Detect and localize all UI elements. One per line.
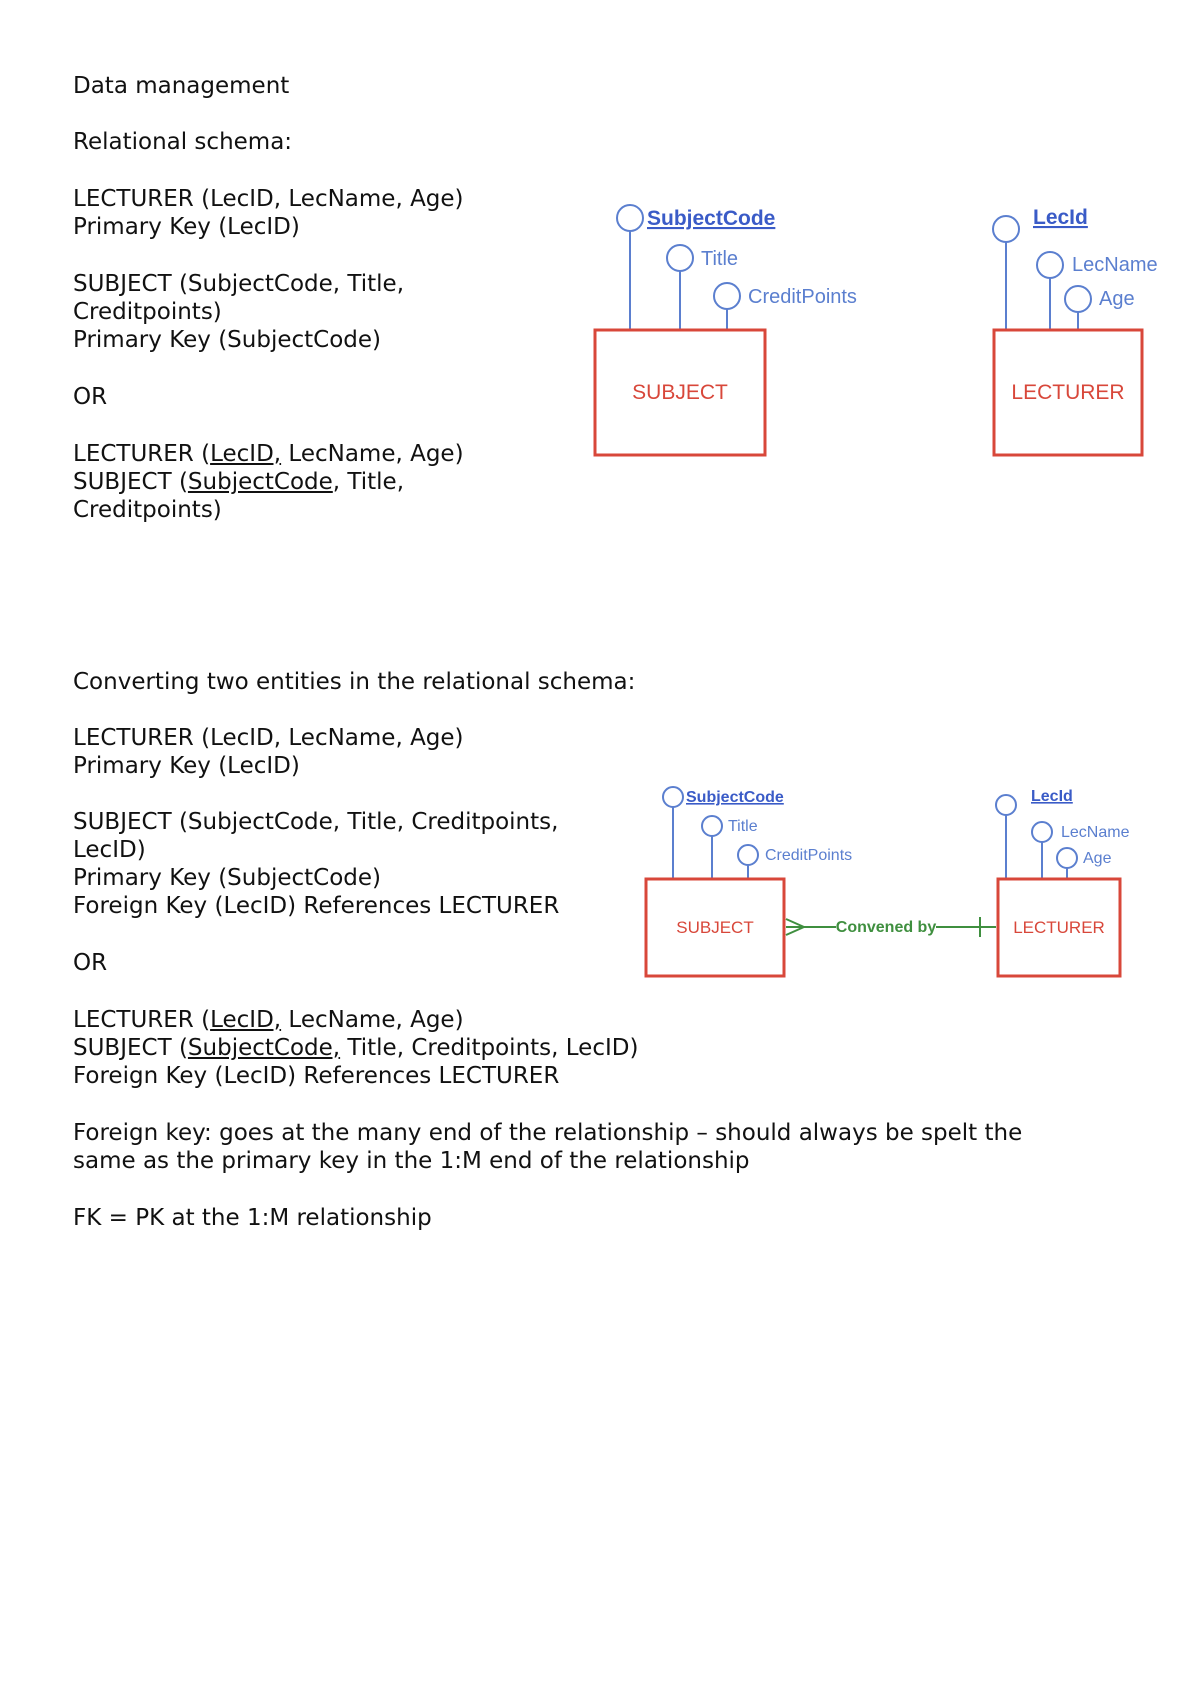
alt-subject-key-2: SubjectCode,: [187, 1035, 341, 1061]
lecturer-primary-key-2: Primary Key (LecID): [73, 753, 300, 779]
lecturer-schema-2: LECTURER (LecID, LecName, Age): [73, 725, 464, 751]
subject-schema-line1: SUBJECT (SubjectCode, Title,: [73, 271, 405, 297]
er-diagram-entities: [580, 195, 1200, 470]
subject-key-attr-2: SubjectCode: [686, 789, 784, 806]
alt-lecturer-rest-2: LecName, Age): [281, 1007, 464, 1033]
subject-schema-line2: Creditpoints): [73, 299, 222, 325]
lecturer-entity: LECTURER: [1011, 381, 1125, 404]
fk-note-line1: Foreign key: goes at the many end of the relationship – should always be spelt the: [73, 1120, 1023, 1146]
alt-subject-rest: , Title,: [332, 469, 405, 495]
subject-entity-2: SUBJECT: [676, 918, 754, 937]
lecturer-name-attr-2: LecName: [1061, 824, 1130, 841]
lecturer-key-attr-2: LecId: [1031, 788, 1073, 805]
alt-lecturer-schema: [73, 440, 464, 468]
subject-title-attr: Title: [701, 248, 739, 270]
alt-lecturer-key-2: LecID,: [210, 1007, 282, 1033]
subject-foreign-key-2: Foreign Key (LecID) References LECTURER: [73, 893, 560, 919]
subject-schema-2-line2: LecID): [73, 837, 146, 863]
subject-creditpoints-attr-2: CreditPoints: [765, 847, 853, 864]
er-diagram-relationship: [640, 775, 1130, 985]
subject-entity: SUBJECT: [632, 381, 728, 404]
fk-formula: FK = PK at the 1:M relationship: [73, 1205, 432, 1231]
lecturer-age-attr-2: Age: [1083, 850, 1112, 867]
section-heading: Relational schema:: [73, 129, 293, 155]
lecturer-name-attr: LecName: [1072, 254, 1158, 276]
subject-primary-key-2: Primary Key (SubjectCode): [73, 865, 382, 891]
or-label-2: OR: [73, 950, 108, 976]
lecturer-primary-key: Primary Key (LecID): [73, 214, 300, 240]
lecturer-entity-2: LECTURER: [1013, 918, 1105, 937]
subject-title-attr-2: Title: [728, 818, 758, 835]
lecturer-key-attr: LecId: [1033, 206, 1088, 229]
section2-heading: Converting two entities in the relational schema:: [73, 669, 636, 695]
alt-subject-line2: Creditpoints): [73, 497, 222, 523]
alt-lecturer-prefix-2: LECTURER (: [73, 1007, 211, 1033]
alt-lecturer-prefix: LECTURER (: [73, 441, 211, 467]
fk-note-line2: same as the primary key in the 1:M end of the relationship: [73, 1148, 750, 1174]
lecturer-age-attr: Age: [1099, 288, 1135, 310]
alt-subject-key: SubjectCode: [187, 469, 333, 495]
alt-subject-prefix-2: SUBJECT (: [73, 1035, 188, 1061]
alt-lecturer-schema-2: [73, 1006, 464, 1034]
or-label: OR: [73, 384, 108, 410]
alt-lecturer-key: LecID,: [210, 441, 282, 467]
alt-subject-prefix: SUBJECT (: [73, 469, 188, 495]
alt-foreign-key-2: Foreign Key (LecID) References LECTURER: [73, 1063, 560, 1089]
lecturer-schema: LECTURER (LecID, LecName, Age): [73, 186, 464, 212]
alt-lecturer-rest: LecName, Age): [281, 441, 464, 467]
subject-creditpoints-attr: CreditPoints: [748, 286, 857, 308]
alt-subject-schema-2: [73, 1034, 638, 1062]
alt-subject-rest-2: Title, Creditpoints, LecID): [340, 1035, 639, 1061]
subject-schema-2-line1: SUBJECT (SubjectCode, Title, Creditpoints,: [73, 809, 559, 835]
alt-subject-schema: [73, 468, 404, 496]
subject-key-attr: SubjectCode: [647, 207, 776, 230]
doc-title: Data management: [73, 73, 290, 99]
subject-primary-key: Primary Key (SubjectCode): [73, 327, 382, 353]
relationship-label: Convened by: [835, 919, 937, 936]
